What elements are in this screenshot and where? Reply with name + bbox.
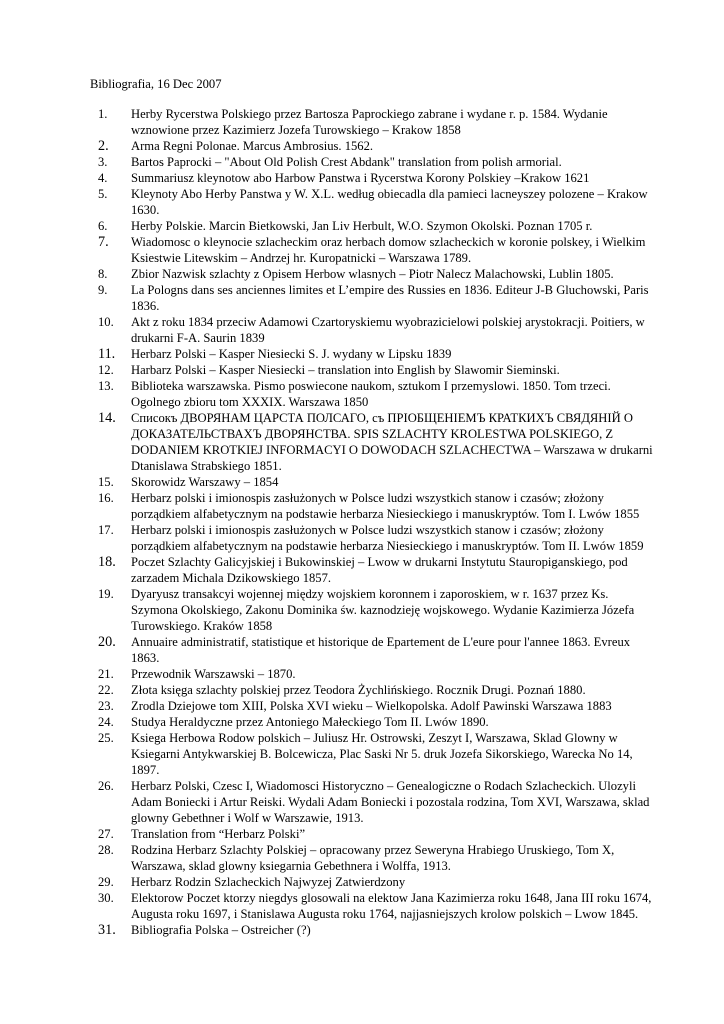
entry-number: 7. (98, 234, 109, 250)
entry-number: 3. (98, 155, 108, 169)
entry-number: 27. (98, 827, 114, 841)
bibliography-entry (98, 346, 658, 362)
entry-text: Poczet Szlachty Galicyjskiej i Bukowinskiej – Lwow w drukarni Instytutu Stauropiganskiego, pod zarzadem Michala Dzikowskiego 1857. (131, 555, 628, 585)
entry-text: Elektorow Poczet ktorzy niegdys glosowali na elektow Jana Kazimierza roku 1648, Jana III roku 1674, Augusta roku 1697, i Stanislawa Augusta roku 1764, najjasniejszych krolow polskich – Lwow 1845. (131, 891, 652, 921)
entry-number: 13. (98, 379, 114, 393)
bibliography-entry (98, 234, 658, 266)
bibliography-entry (98, 474, 658, 490)
bibliography-entry (98, 138, 658, 154)
bibliography-entry (98, 826, 658, 842)
entry-number: 4. (98, 171, 108, 185)
entry-number: 2. (98, 138, 109, 154)
entry-number: 18. (98, 554, 116, 570)
bibliography-entry (98, 490, 658, 522)
bibliography-entry (98, 218, 658, 234)
entry-number: 5. (98, 187, 108, 201)
entry-number: 6. (98, 219, 108, 233)
entry-number: 31. (98, 922, 116, 938)
bibliography-entry (98, 154, 658, 170)
entry-text: Skorowidz Warszawy – 1854 (131, 475, 279, 489)
bibliography-entry (98, 282, 658, 314)
entry-number: 9. (98, 283, 108, 297)
entry-text: Herbarz Rodzin Szlacheckich Najwyzej Zatwierdzony (131, 875, 406, 889)
entry-number: 14. (98, 410, 116, 426)
bibliography-entry (98, 874, 658, 890)
bibliography-list (98, 106, 658, 938)
bibliography-entry (98, 682, 658, 698)
bibliography-entry (98, 378, 658, 410)
entry-text: Zrodla Dziejowe tom XIII, Polska XVI wieku – Wielkopolska. Adolf Pawinski Warszawa 1883 (131, 699, 612, 713)
bibliography-entry (98, 730, 658, 778)
bibliography-entry (98, 634, 658, 666)
entry-number: 29. (98, 875, 114, 889)
entry-number: 21. (98, 667, 114, 681)
bibliography-entry (98, 554, 658, 586)
entry-text: Herbarz polski i imionospis zasłużonych w Polsce ludzi wszystkich stanow i czasów; złożony porządkiem alfabetycznym na podstawie herbarza Niesieckiego i manuskryptów. Tom I. Lwów 1855 (131, 491, 640, 521)
entry-text: Dyaryusz transakcyi wojennej między wojskiem koronnem i zaporoskiem, w r. 1637 przez Ks. Szymona Okolskiego, Zakonu Dominika św. kaznodzieję wojskowego. Wydanie Kazimierza Józefa Turowskiego. Kraków 1858 (131, 587, 635, 633)
entry-text: Arma Regni Polonae. Marcus Ambrosius. 1562. (131, 139, 374, 153)
entry-number: 15. (98, 475, 114, 489)
bibliography-entry (98, 106, 658, 138)
entry-number: 12. (98, 363, 114, 377)
entry-text: Herbarz Polski – Kasper Niesiecki S. J. wydany w Lipsku 1839 (131, 347, 452, 361)
bibliography-entry (98, 586, 658, 634)
bibliography-entry (98, 186, 658, 218)
entry-number: 23. (98, 699, 114, 713)
entry-text: Bibliografia Polska – Ostreicher (?) (131, 923, 311, 937)
entry-number: 20. (98, 634, 116, 650)
bibliography-entry (98, 842, 658, 874)
bibliography-entry (98, 362, 658, 378)
entry-text: Herbarz Polski, Czesc I, Wiadomosci Historyczno – Genealogiczne o Rodach Szlacheckich. Ulozyli Adam Boniecki i Artur Reiski. Wydali Adam Boniecki i pozostala rodzina, Tom XVI, Warszawa, sklad glowny Gebethner i Wolf w Warszawie, 1913. (131, 779, 650, 825)
entry-text: Akt z roku 1834 przeciw Adamowi Czartoryskiemu wyobrazicielowi polskiej arystokracji. Poitiers, w drukarni F-A. Saurin 1839 (131, 315, 645, 345)
entry-text: Zbior Nazwisk szlachty z Opisem Herbow wlasnych – Piotr Nalecz Malachowski, Lublin 1805. (131, 267, 614, 281)
bibliography-entry (98, 666, 658, 682)
page-title: Bibliografia, 16 Dec 2007 (90, 77, 222, 91)
bibliography-entry (98, 922, 658, 938)
entry-text: Summariusz kleynotow abo Harbow Panstwa i Rycerstwa Korony Polskiey –Krakow 1621 (131, 171, 590, 185)
entry-number: 28. (98, 843, 114, 857)
bibliography-entry (98, 778, 658, 826)
entry-text: Ksiega Herbowa Rodow polskich – Juliusz Hr. Ostrowski, Zeszyt I, Warszawa, Sklad Glowny w Ksiegarni Antykwarskiej B. Bolcewicza, Plac Saski Nr 5. druk Jozefa Sikorskiego, Warecka No 14, 1897. (131, 731, 633, 777)
entry-text: Wiadomosc o kleynocie szlacheckim oraz herbach domow szlacheckich w koronie polskey, i Wielkim Ksiestwie Litewskim – Andrzej hr. Kuropatnicki – Warszawa 1789. (131, 235, 646, 265)
bibliography-entry (98, 410, 658, 474)
entry-text: Studya Heraldyczne przez Antoniego Małeckiego Tom II. Lwów 1890. (131, 715, 489, 729)
entry-number: 26. (98, 779, 114, 793)
entry-text: Harbarz Polski – Kasper Niesiecki – translation into English by Slawomir Sieminski. (131, 363, 560, 377)
entry-number: 30. (98, 891, 114, 905)
entry-text: Bartos Paprocki – "About Old Polish Crest Abdank" translation from polish armorial. (131, 155, 562, 169)
entry-text: Herbarz polski i imionospis zasłużonych w Polsce ludzi wszystkich stanow i czasów; złożony porządkiem alfabetycznym na podstawie herbarza Niesieckiego i manuskryptów. Tom II. Lwów 1859 (131, 523, 644, 553)
entry-text: Kleynoty Abo Herby Panstwa y W. X.L. według obiecadla dla pamieci lacneyszey polozene – Krakow 1630. (131, 187, 648, 217)
entry-text: Translation from “Herbarz Polski” (131, 827, 306, 841)
entry-text: Rodzina Herbarz Szlachty Polskiej – opracowany przez Seweryna Hrabiego Uruskiego, Tom X, Warszawa, sklad glowny ksiegarnia Gebethnera i Wolffa, 1913. (131, 843, 615, 873)
entry-text: Herby Rycerstwa Polskiego przez Bartosza Paprockiego zabrane i wydane r. p. 1584. Wydanie wznowione przez Kazimierz Jozefa Turowskiego – Krakow 1858 (131, 107, 608, 137)
bibliography-entry (98, 890, 658, 922)
bibliography-entry (98, 266, 658, 282)
entry-number: 25. (98, 731, 114, 745)
entry-number: 11. (98, 346, 116, 362)
entry-text: La Pologns dans ses anciennes limites et L’empire des Russies en 1836. Editeur J-B Gluchowski, Paris 1836. (131, 283, 649, 313)
entry-text: Przewodnik Warszawski – 1870. (131, 667, 296, 681)
bibliography-entry (98, 314, 658, 346)
bibliography-entry (98, 522, 658, 554)
entry-number: 1. (98, 107, 108, 121)
entry-number: 10. (98, 315, 114, 329)
entry-text: Złota księga szlachty polskiej przez Teodora Żychlińskiego. Rocznik Drugi. Poznań 1880. (131, 683, 586, 697)
entry-text: Biblioteka warszawska. Pismo poswiecone naukom, sztukom I przemyslowi. 1850. Tom trzeci. Ogolnego zbioru tom XXXIX. Warszawa 1850 (131, 379, 611, 409)
entry-text: Списокъ ДВОРЯНАМ ЦАРСТА ПОЛСАГО, съ ПРІОБЩЕНІЕМЪ КРАТКИХЪ СВЯДЯНІЙ О ДОКАЗАТЕЛЬСТВАХЪ ДВОРЯНСТВА. SPIS SZLACHTY KROLESTWA POLSKIEGO, Z DODANIEM KROTKIEJ INFORMACYI O DOWODACH SZLACHECTWA – Warszawa w drukarni Dtanislawa Strabskiego 1851. (131, 411, 653, 473)
bibliography-entry (98, 698, 658, 714)
entry-number: 16. (98, 491, 114, 505)
entry-number: 19. (98, 587, 114, 601)
entry-number: 17. (98, 523, 114, 537)
bibliography-entry (98, 714, 658, 730)
entry-number: 24. (98, 715, 114, 729)
entry-text: Herby Polskie. Marcin Bietkowski, Jan Liv Herbult, W.O. Szymon Okolski. Poznan 1705 r. (131, 219, 593, 233)
entry-text: Annuaire administratif, statistique et historique de Epartement de L'eure pour l'annee 1863. Evreux 1863. (131, 635, 631, 665)
entry-number: 22. (98, 683, 114, 697)
entry-number: 8. (98, 267, 108, 281)
bibliography-entry (98, 170, 658, 186)
